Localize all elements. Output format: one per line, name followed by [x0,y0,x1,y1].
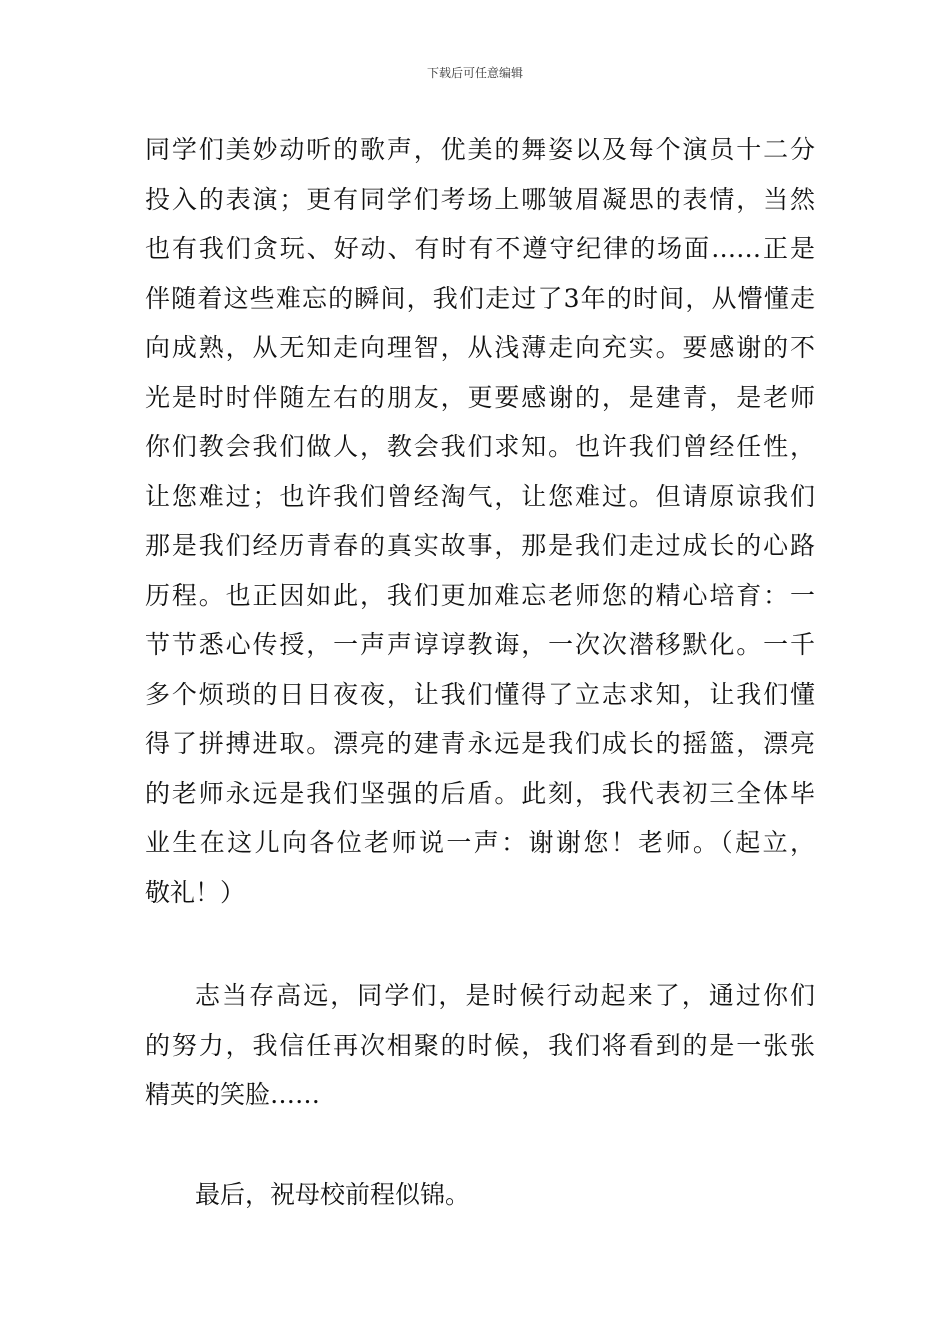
text-line: 节节悉心传授，一声声谆谆教诲，一次次潜移默化。一千 [145,630,815,659]
text-line: 得了拼搏进取。漂亮的建青永远是我们成长的摇篮，漂亮 [145,729,815,758]
text-line: 也有我们贪玩、好动、有时有不遵守纪律的场面……正是 [145,234,815,263]
text-line: 投入的表演；更有同学们考场上哪皱眉凝思的表情，当然 [145,185,815,214]
page-header: 下载后可任意编辑 [426,66,523,80]
text-line: 伴随着这些难忘的瞬间，我们走过了3年的时间，从懵懂走 [145,284,815,313]
text-line: 你们教会我们做人，教会我们求知。也许我们曾经任性， [145,432,815,461]
text-line: 多个烦琐的日日夜夜，让我们懂得了立志求知，让我们懂 [145,680,815,709]
text-line: 光是时时伴随左右的朋友，更要感谢的，是建青，是老师 [145,383,815,412]
text-line: 的老师永远是我们坚强的后盾。此刻，我代表初三全体毕 [145,779,815,808]
text-line: 向成熟，从无知走向理智，从浅薄走向充实。要感谢的不 [145,333,815,362]
text-line: 业生在这儿向各位老师说一声：谢谢您！老师。（起立， [145,828,815,857]
text-line: 那是我们经历青春的真实故事，那是我们走过成长的心路 [145,531,815,560]
text-line: 让您难过；也许我们曾经淘气，让您难过。但请原谅我们 [145,482,815,511]
text-line: 志当存高远，同学们，是时候行动起来了，通过你们 [195,981,815,1010]
text-line: 敬礼！） [145,878,246,907]
text-line: 的努力，我信任再次相聚的时候，我们将看到的是一张张 [145,1031,815,1060]
text-line: 精英的笑脸…… [145,1080,321,1109]
text-line: 同学们美妙动听的歌声，优美的舞姿以及每个演员十二分 [145,135,815,164]
text-line: 历程。也正因如此，我们更加难忘老师您的精心培育：一 [145,581,815,610]
text-line: 最后，祝母校前程似锦。 [195,1180,471,1209]
